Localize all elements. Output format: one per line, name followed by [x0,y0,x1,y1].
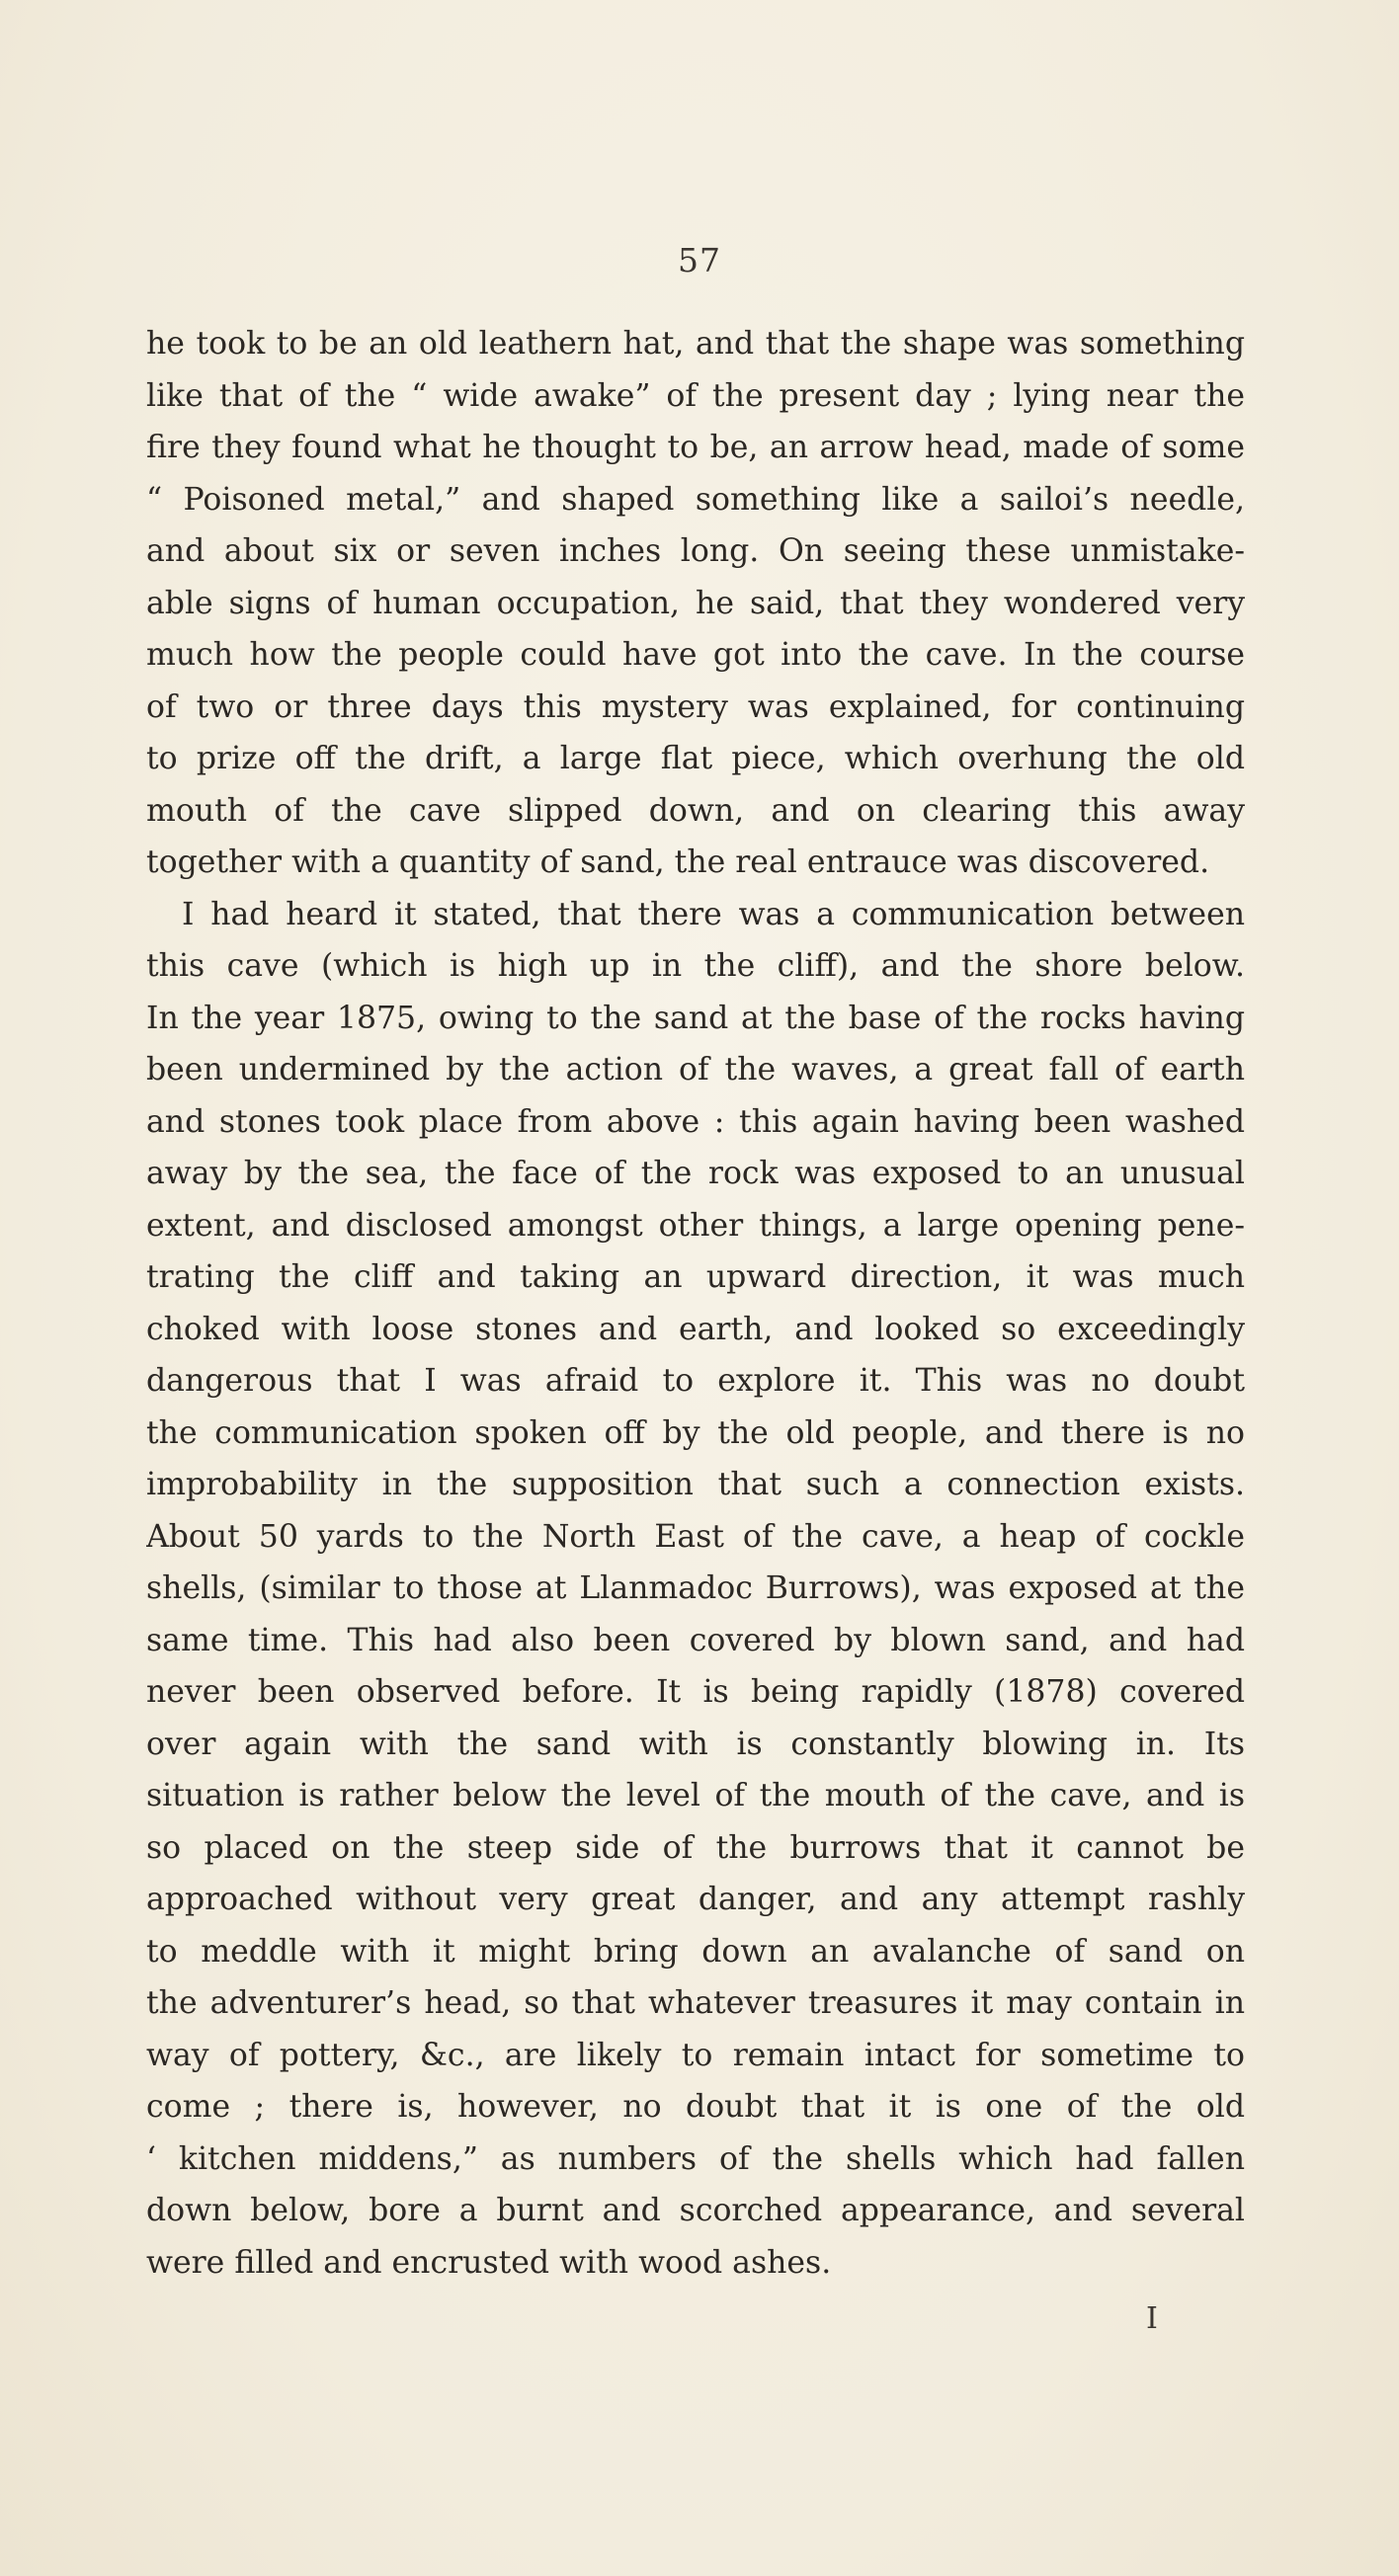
text-line: fire they found what he thought to be, an arrow head, made of some [146,430,1245,465]
text-line: In the year 1875, owing to the sand at the base of the rocks having [146,1000,1245,1036]
body-text [146,318,1245,2289]
text-line: over again with the sand with is constantly blowing in. Its [146,1726,1245,1762]
paragraph-start-line: I had heard it stated, that there was a communication between [182,896,1245,932]
page-number: 57 [678,241,721,280]
text-line: improbability in the supposition that such a connection exists. [146,1467,1245,1502]
text-line: “ Poisoned metal,” and shaped something like a sailoi’s needle, [146,481,1245,518]
text-line: the communication spoken off by the old people, and there is no [146,1414,1245,1451]
signature-mark: I [1146,2301,1158,2336]
text-line: been undermined by the action of the waves, a great fall of earth [146,1052,1245,1087]
text-line: able signs of human occupation, he said, that they wondered very [146,585,1245,621]
text-line: to prize off the drift, a large flat piece, which overhung the old [146,741,1245,776]
text-line: down below, bore a burnt and scorched appearance, and several [146,2193,1245,2228]
text-line: way of pottery, &c., are likely to remain intact for sometime to [146,2037,1245,2073]
text-line: away by the sea, the face of the rock was exposed to an unusual [146,1156,1245,1191]
text-line: much how the people could have got into the cave. In the course [146,637,1245,673]
text-line: never been observed before. It is being rapidly (1878) covered [146,1674,1245,1710]
text-line: come ; there is, however, no doubt that it is one of the old [146,2089,1245,2125]
text-line: shells, (similar to those at Llanmadoc Burrows), was exposed at the [146,1570,1245,1606]
text-line: he took to be an old leathern hat, and that the shape was something [146,326,1245,362]
text-line: trating the cliff and taking an upward direction, it was much [146,1259,1245,1295]
text-line: this cave (which is high up in the cliff), and the shore below. [146,948,1245,984]
text-line: choked with loose stones and earth, and looked so exceedingly [146,1311,1245,1347]
text-line: extent, and disclosed amongst other things, a large opening pene- [146,1207,1245,1244]
text-line: of two or three days this mystery was explained, for continuing [146,688,1245,725]
text-line: situation is rather below the level of the mouth of the cave, and is [146,1778,1245,1813]
text-line: mouth of the cave slipped down, and on clearing this away [146,792,1245,829]
text-line: approached without very great danger, and any attempt rashly [146,1882,1245,1917]
text-line: the adventurer’s head, so that whatever treasures it may contain in [146,1985,1245,2021]
text-line: together with a quantity of sand, the real entrauce was discovered. [146,845,1210,880]
text-line: same time. This had also been covered by blown sand, and had [146,1622,1245,1658]
text-line: About 50 yards to the North East of the cave, a heap of cockle [146,1518,1245,1555]
text-line: like that of the “ wide awake” of the present day ; lying near the [146,377,1245,414]
text-line: dangerous that I was afraid to explore it. This was no doubt [146,1363,1245,1399]
text-line: so placed on the steep side of the burrows that it cannot be [146,1829,1245,1866]
text-line: to meddle with it might bring down an avalanche of sand on [146,1933,1245,1970]
text-line: and about six or seven inches long. On seeing these unmistake- [146,533,1245,569]
text-line: were filled and encrusted with wood ashes. [146,2244,832,2281]
text-line: and stones took place from above : this again having been washed [146,1103,1245,1140]
text-line: ‘ kitchen middens,” as numbers of the shells which had fallen [146,2140,1245,2177]
